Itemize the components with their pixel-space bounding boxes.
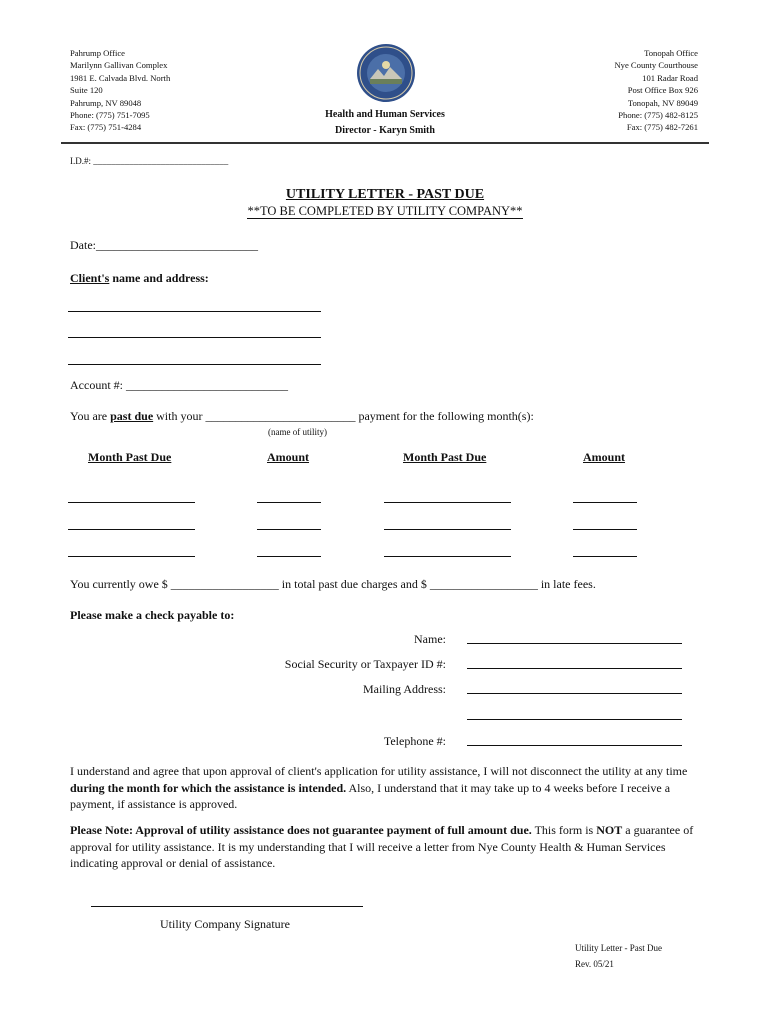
amount-line[interactable] bbox=[257, 529, 321, 530]
month-line[interactable] bbox=[68, 556, 195, 557]
amount-line[interactable] bbox=[573, 502, 637, 503]
footer bbox=[575, 940, 662, 972]
department-block bbox=[260, 107, 510, 139]
county-seal-icon bbox=[356, 43, 416, 103]
amount-header: Amount bbox=[583, 450, 626, 464]
month-line[interactable] bbox=[384, 529, 511, 530]
address-line: Tonopah Office bbox=[644, 48, 698, 58]
client-heading-rest: name and address: bbox=[109, 271, 209, 285]
signature-line[interactable] bbox=[91, 906, 363, 907]
address-line: Nye County Courthouse bbox=[614, 60, 698, 71]
address-line: Marilynn Gallivan Complex bbox=[70, 60, 168, 71]
month-past-due-header: Month Past Due bbox=[88, 450, 172, 464]
note-paragraph bbox=[70, 822, 702, 872]
telephone-label: Telephone #: bbox=[383, 734, 446, 748]
note-not: NOT bbox=[596, 823, 623, 837]
note-text: This form is bbox=[531, 823, 597, 837]
past-due-sentence bbox=[70, 408, 534, 425]
agreement-emphasis: during the month for which the assistance is intended. bbox=[70, 780, 347, 795]
signature-label: Utility Company Signature bbox=[160, 917, 290, 931]
amount-header: Amount bbox=[267, 450, 310, 464]
month-past-due-header: Month Past Due bbox=[403, 450, 487, 464]
id-field[interactable]: I.D.#: ______________________________ bbox=[70, 156, 229, 166]
client-heading bbox=[70, 270, 209, 287]
subtitle-text: **TO BE COMPLETED BY UTILITY COMPANY** bbox=[247, 204, 523, 218]
date-field[interactable]: Date:___________________________ bbox=[70, 238, 258, 252]
phone-line: Phone: (775) 751-7095 bbox=[70, 110, 150, 121]
taxpayer-id-label: Social Security or Taxpayer ID #: bbox=[284, 657, 446, 671]
address-line: Suite 120 bbox=[70, 85, 103, 96]
address-line: Pahrump, NV 89048 bbox=[70, 97, 142, 108]
page-title: UTILITY LETTER - PAST DUE bbox=[285, 187, 485, 202]
client-address-line-3[interactable] bbox=[68, 364, 321, 365]
address-line: Pahrump Office bbox=[70, 48, 125, 58]
mailing-address-input-line[interactable] bbox=[467, 693, 682, 694]
check-payable-heading: Please make a check payable to: bbox=[70, 608, 235, 622]
amount-line[interactable] bbox=[257, 502, 321, 503]
pahrump-office-address bbox=[70, 47, 170, 134]
phone-line: Phone: (775) 482-8125 bbox=[618, 110, 698, 121]
mailing-address-label: Mailing Address: bbox=[363, 682, 446, 696]
amount-owed-sentence[interactable]: You currently owe $ __________________ in total past due charges and $ __________________ in late fees. bbox=[70, 577, 596, 591]
utility-name-note: (name of utility) bbox=[268, 427, 327, 437]
agreement-text: I understand and agree that upon approval of client's application for utility assistance, I will not disconnect the utility at any time bbox=[70, 764, 688, 778]
past-due-suffix[interactable]: with your _________________________ payment for the following month(s): bbox=[153, 409, 534, 423]
taxpayer-id-input-line[interactable] bbox=[467, 668, 682, 669]
agreement-paragraph bbox=[70, 763, 702, 813]
client-address-line-1[interactable] bbox=[68, 311, 321, 312]
month-line[interactable] bbox=[384, 556, 511, 557]
fax-line: Fax: (775) 751-4284 bbox=[70, 122, 142, 133]
fax-line: Fax: (775) 482-7261 bbox=[626, 122, 698, 133]
agreement-text-end: Also, I understand that it may take up to 4 weeks before I receive a payment, if assistance is approved. bbox=[70, 780, 671, 811]
amount-line[interactable] bbox=[257, 556, 321, 557]
telephone-input-line[interactable] bbox=[467, 745, 682, 746]
amount-line[interactable] bbox=[573, 529, 637, 530]
revision: Rev. 05/21 bbox=[575, 959, 614, 969]
month-line[interactable] bbox=[384, 502, 511, 503]
mailing-address-input-line-2[interactable] bbox=[467, 719, 682, 720]
amount-line[interactable] bbox=[573, 556, 637, 557]
client-address-line-2[interactable] bbox=[68, 337, 321, 338]
page-subtitle bbox=[0, 204, 770, 219]
past-due-prefix: You are bbox=[70, 409, 111, 423]
address-line: 101 Radar Road bbox=[642, 72, 698, 83]
header-divider bbox=[61, 142, 709, 144]
name-input-line[interactable] bbox=[467, 643, 682, 644]
month-line[interactable] bbox=[68, 502, 195, 503]
form-name: Utility Letter - Past Due bbox=[575, 943, 662, 953]
account-field[interactable]: Account #: ___________________________ bbox=[70, 378, 288, 392]
month-line[interactable] bbox=[68, 529, 195, 530]
address-line: Post Office Box 926 bbox=[627, 85, 698, 96]
tonopah-office-address bbox=[614, 47, 698, 134]
past-due-emphasis: past due bbox=[110, 409, 154, 423]
note-emphasis: Please Note: Approval of utility assistance does not guarantee payment of full amount due. bbox=[70, 823, 532, 837]
name-label: Name: bbox=[414, 632, 446, 646]
director-name: Director - Karyn Smith bbox=[335, 125, 435, 136]
address-line: 1981 E. Calvada Blvd. North bbox=[70, 72, 171, 83]
client-word: Client's bbox=[70, 271, 110, 285]
department-name: Health and Human Services bbox=[325, 109, 445, 120]
note-text-end: a guarantee of approval for utility assistance. It is my understanding that I will receive a letter from Nye County Health & Human Services indicating approval or denial of assistance. bbox=[70, 823, 694, 870]
address-line: Tonopah, NV 89049 bbox=[627, 97, 698, 108]
